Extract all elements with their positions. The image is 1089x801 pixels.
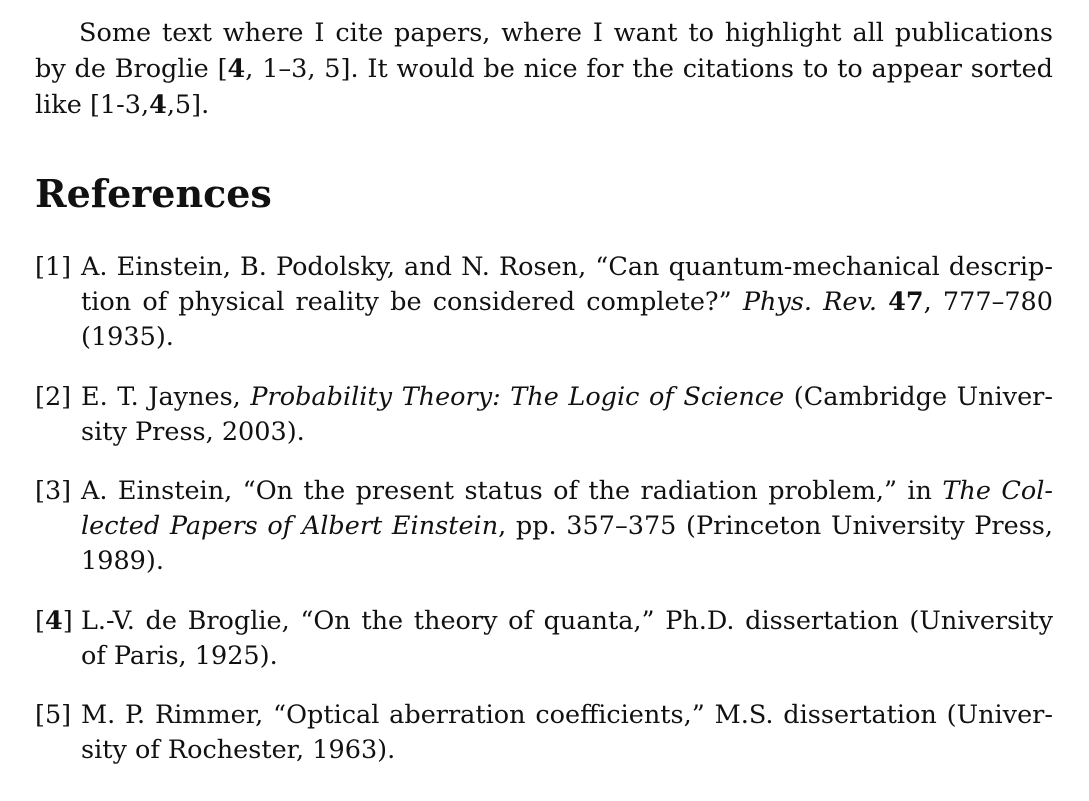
reference-author-title: A. Einstein, “On the present status of the radiation problem,” in xyxy=(81,476,932,506)
reference-label-bold xyxy=(35,604,73,639)
reference-publisher-year: (Cambridge University Press, 2003). xyxy=(81,382,1053,447)
reference-journal: Phys. Rev. xyxy=(742,287,877,317)
reference-text: L.-V. de Broglie, “On the theory of quanta,” Ph.D. dissertation (University of Paris, 1925). xyxy=(81,606,1053,671)
references-heading: References xyxy=(35,171,272,216)
reference-pages-year: , 777–780 (1935). xyxy=(81,287,1053,352)
reference-item-3 xyxy=(35,474,1053,579)
reference-text xyxy=(81,474,1053,579)
reference-text xyxy=(81,250,1053,355)
intro-text-part2: , 1–3, 5]. It would be nice for the citations to to appear sorted like [1-3, xyxy=(35,54,1053,120)
reference-book-title: The Collected Papers of Albert Einstein xyxy=(81,476,1053,541)
reference-label: [5] xyxy=(35,700,72,730)
intro-text-part1: Some text where I cite papers, where I want to highlight all publications by de Broglie [ xyxy=(35,18,1053,84)
reference-label: [2] xyxy=(35,382,72,412)
reference-item-4 xyxy=(35,604,1053,674)
reference-item-2 xyxy=(35,380,1053,450)
reference-item-5 xyxy=(35,698,1053,768)
reference-authors-title: A. Einstein, B. Podolsky, and N. Rosen, “Can quantum-mechanical description of physical reality be considered complete?” xyxy=(81,252,1053,317)
reference-label-close: ] xyxy=(62,606,73,636)
reference-volume: 47 xyxy=(888,287,924,317)
reference-book-title: Probability Theory: The Logic of Science xyxy=(250,382,785,412)
reference-text: M. P. Rimmer, “Optical aberration coefficients,” M.S. dissertation (University of Rochester, 1963). xyxy=(81,700,1053,765)
reference-label-open: [ xyxy=(35,606,45,636)
reference-label-number: 4 xyxy=(44,606,63,636)
reference-label: [1] xyxy=(35,252,72,282)
reference-item-1 xyxy=(35,250,1053,355)
intro-text-part3: ,5]. xyxy=(166,90,210,120)
intro-sorted-bold: 4 xyxy=(149,90,167,120)
intro-citation-bold: 4 xyxy=(227,54,246,84)
reference-author: E. T. Jaynes, xyxy=(81,382,241,412)
reference-label: [3] xyxy=(35,476,72,506)
reference-text xyxy=(81,380,1053,450)
reference-pages-publisher: , pp. 357–375 (Princeton University Press, 1989). xyxy=(81,511,1053,576)
intro-paragraph xyxy=(35,15,1053,123)
